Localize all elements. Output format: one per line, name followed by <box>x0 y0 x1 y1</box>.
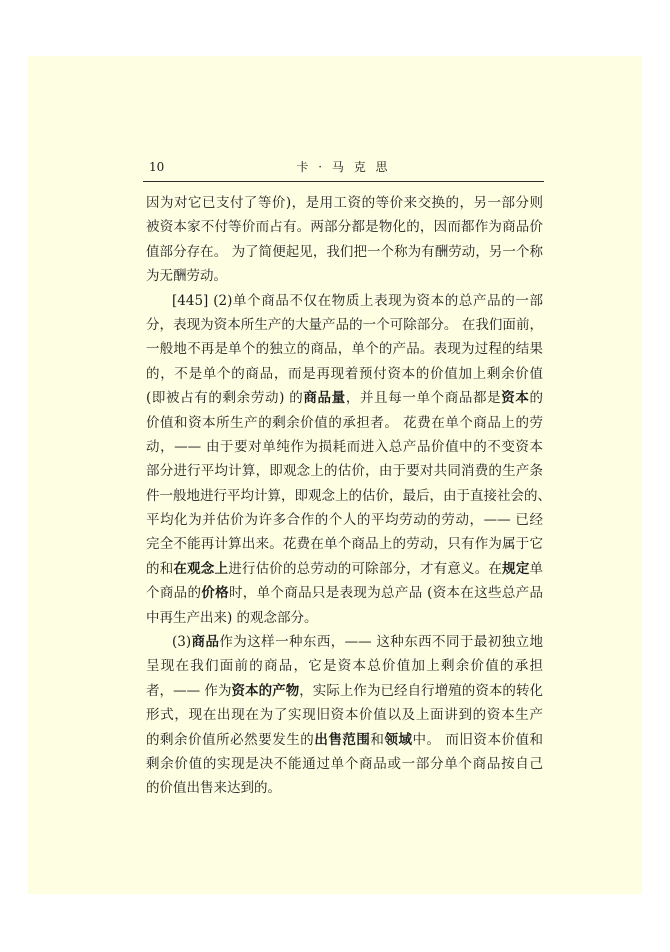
page-body <box>146 191 551 801</box>
text-line: 被资本家不付等价而占有。两部分都是物化的，因而都作为商品价 <box>146 219 543 236</box>
text-line: 价值和资本所生产的剩余价值的承担者。 花费在单个商品上的劳 <box>146 414 543 431</box>
text-segment: 的剩余价值所必然要发生的 <box>146 731 315 748</box>
paragraph <box>146 630 543 801</box>
running-header <box>143 156 544 182</box>
text-segment: 的和 <box>146 560 174 577</box>
text-segment: 者，—— 作为 <box>146 682 232 699</box>
emphasis-text: 出售范围 <box>314 731 371 748</box>
text-segment: 时，单个商品只是表现为总产品 (资本在这些总产品 <box>228 585 544 602</box>
text-line: 值部分存在。 为了简便起见，我们把一个称为有酬劳动，另一个称 <box>146 243 543 260</box>
text-line: 分，表现为资本所生产的大量产品的一个可除部分。 在我们面前， <box>146 316 543 333</box>
text-line: 剩余价值的实现是决不能通过单个商品或一部分单个商品按自己 <box>146 755 543 772</box>
text-line <box>146 630 543 654</box>
text-line: 部分进行平均计算，即观念上的估价，由于要对共同消费的生产条 <box>146 463 543 480</box>
page-number: 10 <box>149 160 165 174</box>
emphasis-text: 规定 <box>502 560 530 577</box>
emphasis-text: 商品量 <box>303 390 346 407</box>
text-line: 的，不是单个的商品，而是再现着预付资本的价值加上剩余价值 <box>146 365 543 382</box>
text-segment: (即被占有的剩余劳动) 的 <box>146 390 304 407</box>
running-title: 卡 · 马 克 思 <box>296 160 391 174</box>
emphasis-text: 资本 <box>501 390 530 407</box>
text-segment: 单 <box>529 560 544 577</box>
text-line <box>146 386 543 410</box>
text-line <box>146 557 543 581</box>
text-segment: ，实际上作为已经自行增殖的资本的转化 <box>299 682 544 699</box>
text-line: 中再生产出来) 的观念部分。 <box>146 609 318 626</box>
text-segment: 个商品的 <box>146 585 202 602</box>
text-line: 呈现在我们面前的商品，它是资本总价值加上剩余价值的承担 <box>146 658 543 675</box>
text-line: 完全不能再计算出来。花费在单个商品上的劳动，只有作为属于它 <box>146 536 543 553</box>
text-line: 形式，现在出现在为了实现旧资本价值以及上面讲到的资本生产 <box>146 707 543 724</box>
text-line: 动，—— 由于要对单纯作为损耗而进入总产品价值中的不变资本 <box>146 438 543 455</box>
emphasis-text: 领域 <box>384 731 413 748</box>
emphasis-text: 资本的产物 <box>231 682 300 699</box>
text-line: 一般地不再是单个的独立的商品，单个的产品。表现为过程的结果 <box>146 341 543 358</box>
text-line: 因为对它已支付了等价)，是用工资的等价来交换的，另一部分则 <box>146 195 543 211</box>
emphasis-text: 价格 <box>201 585 229 602</box>
paragraph <box>146 289 551 630</box>
emphasis-text: 在观念上 <box>173 560 229 577</box>
text-segment: ，并且每一单个商品都是 <box>345 390 502 407</box>
text-line: 的价值出售来达到的。 <box>146 780 281 797</box>
text-segment: (3) <box>172 634 192 651</box>
emphasis-text: 商品 <box>191 634 220 651</box>
text-line: 平均化为并估价为许多合作的个人的平均劳动的劳动，—— 已经 <box>146 512 543 529</box>
text-line <box>146 581 543 605</box>
text-line: [445] (2)单个商品不仅在物质上表现为资本的总产品的一部 <box>172 292 543 309</box>
text-segment: 的 <box>529 390 544 407</box>
text-line <box>146 728 543 752</box>
paragraph <box>146 191 543 289</box>
text-segment: 作为这样一种东西，—— 这种东西不同于最初独立地 <box>219 634 543 651</box>
text-line: 为无酬劳动。 <box>146 268 227 285</box>
text-line <box>146 679 543 703</box>
text-segment: 和 <box>370 731 385 748</box>
text-segment: 进行估价的总劳动的可除部分，才有意义。在 <box>228 560 503 577</box>
text-segment: 中。 而旧资本价值和 <box>412 731 544 748</box>
text-line: 件一般地进行平均计算，即观念上的估价，最后，由于直接社会的、 <box>146 487 551 504</box>
